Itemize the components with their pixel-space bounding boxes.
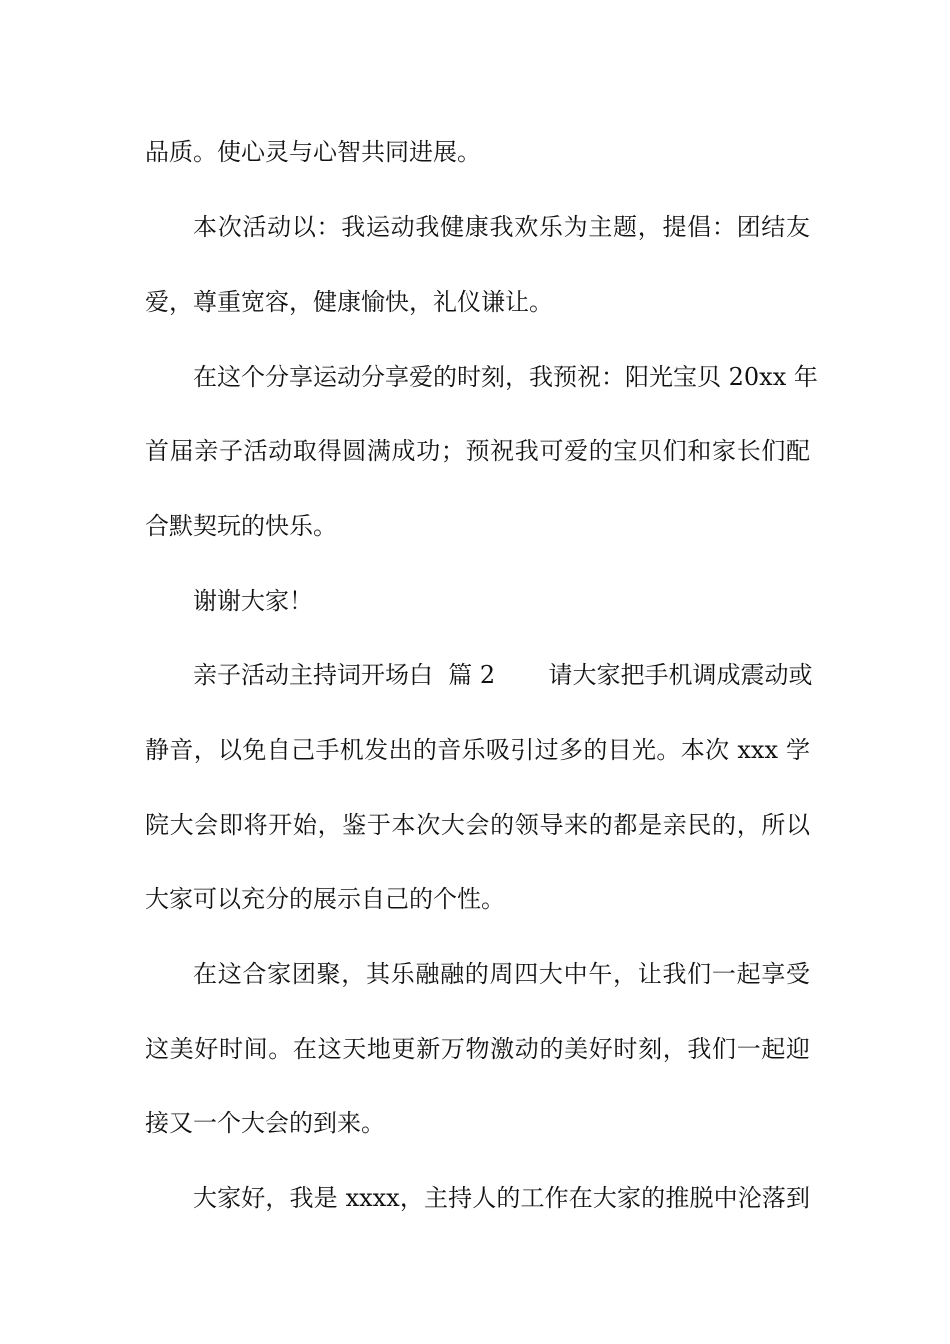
text-line: 院大会即将开始，鉴于本次大会的领导来的都是亲民的，所以 [145, 811, 810, 839]
text-line: 静音，以免自己手机发出的音乐吸引过多的目光。本次 xxx 学 [145, 736, 810, 764]
text-line: 合默契玩的快乐。 [145, 512, 337, 540]
paragraph-first-line: 大家好，我是 xxxx，主持人的工作在大家的推脱中沦落到 [193, 1184, 810, 1212]
text-line: 首届亲子活动取得圆满成功；预祝我可爱的宝贝们和家长们配 [145, 437, 810, 465]
text-line: 这美好时间。在这天地更新万物激动的美好时刻，我们一起迎 [145, 1035, 810, 1063]
paragraph-first-line: 本次活动以：我运动我健康我欢乐为主题，提倡：团结友 [193, 213, 810, 241]
text-line: 接又一个大会的到来。 [145, 1109, 385, 1137]
text-line: 大家可以充分的展示自己的个性。 [145, 885, 505, 913]
section-heading-line: 亲子活动主持词开场白 篇 2 请大家把手机调成震动或 [193, 661, 813, 689]
paragraph-first-line: 在这个分享运动分享爱的时刻，我预祝：阳光宝贝 20xx 年 [193, 363, 818, 391]
paragraph-first-line: 在这合家团聚，其乐融融的周四大中午，让我们一起享受 [193, 960, 810, 988]
paragraph-first-line: 谢谢大家！ [193, 587, 313, 615]
text-line: 爱，尊重宽容，健康愉快，礼仪谦让。 [145, 288, 553, 316]
text-line: 品质。使心灵与心智共同进展。 [145, 138, 481, 166]
